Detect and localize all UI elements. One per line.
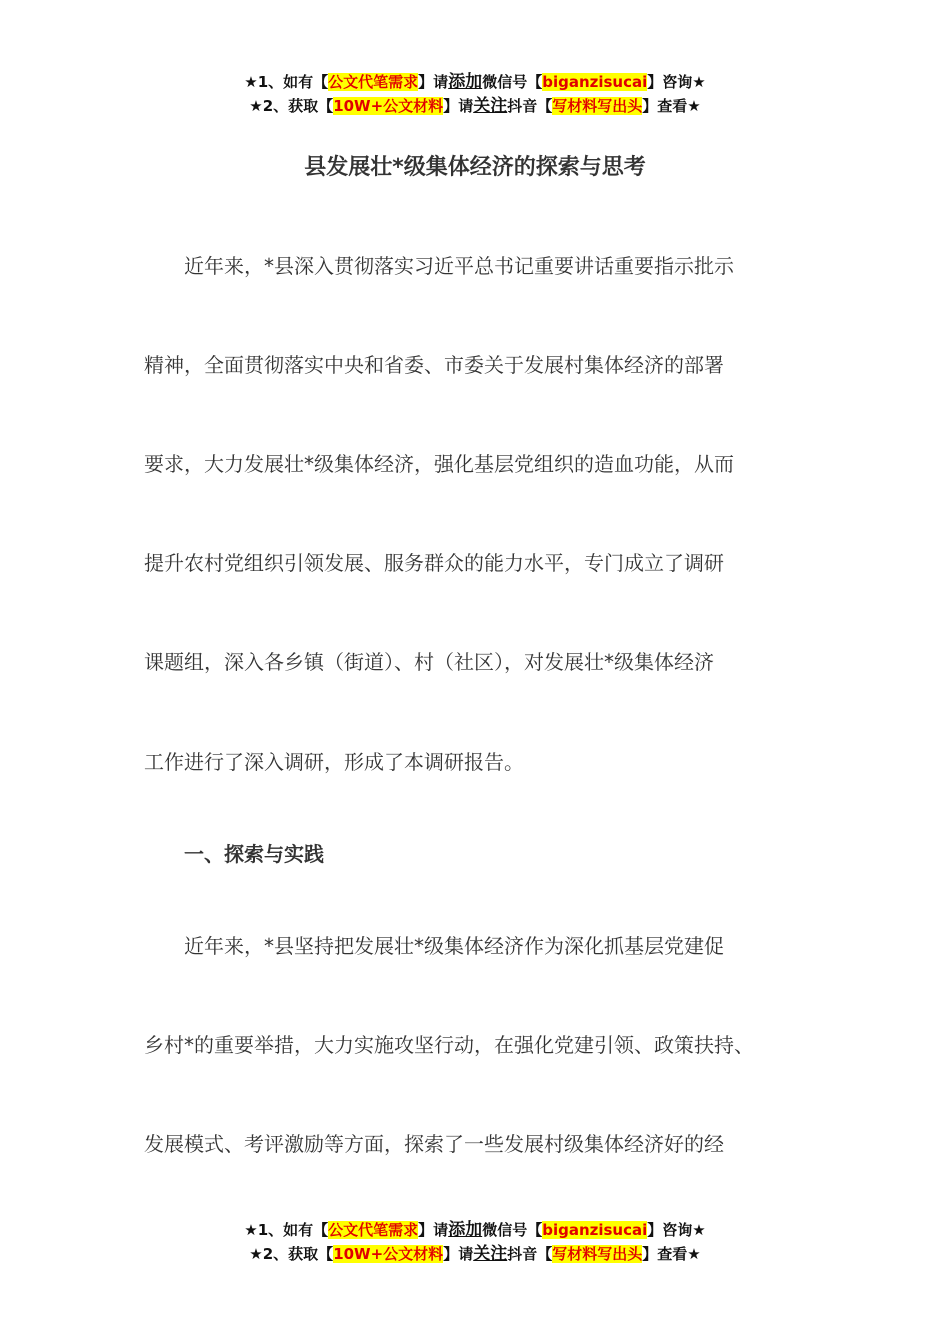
paragraph-line: 要求，大力发展壮*级集体经济，强化基层党组织的造血功能，从而	[144, 452, 734, 476]
promo-text: 】咨询★	[647, 1221, 706, 1239]
promo-text: 】请	[418, 1221, 449, 1239]
paragraph-line: 课题组，深入各乡镇（街道）、村（社区），对发展壮*级集体经济	[144, 650, 714, 674]
paragraph-line: 工作进行了深入调研，形成了本调研报告。	[144, 750, 524, 774]
promo-text: ★2、获取【	[249, 97, 334, 115]
promo-text: 微信号【	[482, 1221, 543, 1239]
promo-highlight: 10W+公文材料	[333, 1245, 444, 1263]
promo-text: ★1、如有【	[244, 1221, 329, 1239]
promo-highlight: 公文代笔需求	[328, 73, 419, 91]
promo-highlight-douyin: 写材料写出头	[552, 1245, 643, 1263]
paragraph-line: 提升农村党组织引领发展、服务群众的能力水平，专门成立了调研	[144, 551, 724, 575]
promo-highlight-wechat: biganzisucai	[542, 1221, 648, 1239]
promo-text: 】查看★	[642, 97, 701, 115]
promo-line-2	[0, 1242, 950, 1266]
promo-text: 微信号【	[482, 73, 543, 91]
paragraph-line: 发展模式、考评激励等方面，探索了一些发展村级集体经济好的经	[144, 1132, 724, 1156]
promo-emphasis: 添加	[448, 1220, 483, 1240]
promo-emphasis: 关注	[473, 96, 508, 116]
promo-text: 】查看★	[642, 1245, 701, 1263]
promo-banner-bottom	[0, 1218, 950, 1266]
promo-highlight: 10W+公文材料	[333, 97, 444, 115]
promo-banner-top	[0, 70, 950, 118]
promo-highlight-douyin: 写材料写出头	[552, 97, 643, 115]
promo-emphasis: 添加	[448, 72, 483, 92]
promo-line-1	[0, 1218, 950, 1242]
document-title: 县发展壮*级集体经济的探索与思考	[304, 155, 646, 180]
paragraph-line: 近年来，*县深入贯彻落实习近平总书记重要讲话重要指示批示	[184, 254, 734, 278]
promo-text: 抖音【	[507, 97, 553, 115]
paragraph-line: 近年来，*县坚持把发展壮*级集体经济作为深化抓基层党建促	[184, 934, 724, 958]
section-heading: 一、探索与实践	[184, 842, 324, 866]
promo-text: 】咨询★	[647, 73, 706, 91]
promo-text: 抖音【	[507, 1245, 553, 1263]
promo-text: 】请	[418, 73, 449, 91]
promo-text: 】请	[443, 97, 474, 115]
promo-text: ★2、获取【	[249, 1245, 334, 1263]
paragraph-line: 乡村*的重要举措，大力实施攻坚行动，在强化党建引领、政策扶持、	[144, 1033, 754, 1057]
promo-highlight: 公文代笔需求	[328, 1221, 419, 1239]
promo-line-2	[0, 94, 950, 118]
promo-highlight-wechat: biganzisucai	[542, 73, 648, 91]
promo-text: 】请	[443, 1245, 474, 1263]
promo-line-1	[0, 70, 950, 94]
promo-emphasis: 关注	[473, 1244, 508, 1264]
promo-text: ★1、如有【	[244, 73, 329, 91]
paragraph-line: 精神，全面贯彻落实中央和省委、市委关于发展村集体经济的部署	[144, 353, 724, 377]
